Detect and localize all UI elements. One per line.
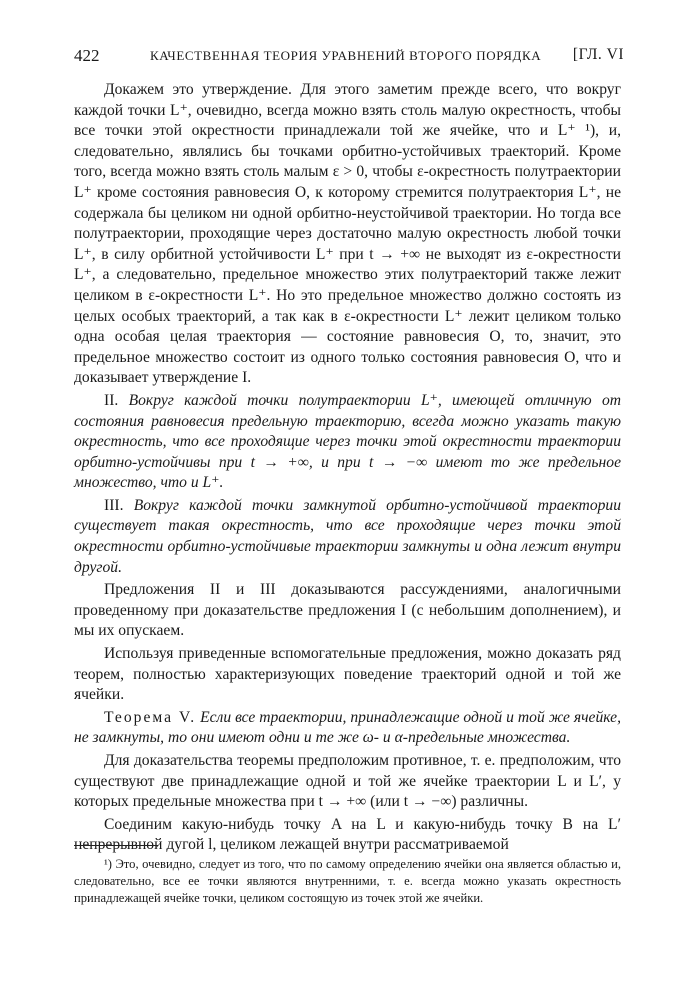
- paragraph-remark: Предложения II и III доказываются рассуждениями, аналогичными проведенному при доказательстве предложения I (с небольшим дополнением), и мы их опускаем.: [74, 581, 621, 640]
- footnote-rule: [74, 845, 158, 846]
- main-text: [74, 80, 621, 856]
- proposition-2-number: II.: [104, 391, 119, 409]
- paragraph-proof-theorem: Для доказательства теоремы предположим противное, т. е. предположим, что существуют две принадлежащие одной и той же ячейке траектории L и L′, у которых предельные множества при t → +∞ (или t → −∞) различны.: [74, 752, 621, 811]
- footnote: [74, 856, 621, 908]
- chapter-label: [ГЛ. VI: [572, 46, 624, 63]
- proposition-3-number: III.: [104, 496, 124, 514]
- paragraph-proof-1: Докажем это утверждение. Для этого заметим прежде всего, что вокруг каждой точки L⁺, очевидно, всегда можно взять столь малую окрестность, чтобы все точки этой окрестности принадлежали той же ячейке, что и L⁺ ¹), и, следовательно, являлись бы точками орбитно-устойчивых траекторий. Кроме того, всегда можно взять столь малым ε > 0, чтобы ε-окрестность полутраектории L⁺ кроме состояния равновесия O, к которому стремится полутраектория L⁺, не содержала бы целиком ни одной орбитно-неустойчивой траектории. Но тогда все полутраектории, проходящие через достаточно малую окрестность любой точки L⁺, в силу орбитной устойчивости L⁺ при t → +∞ не выходят из ε-окрестности L⁺, а следовательно, предельное множество этих полутраекторий также лежит целиком в ε-окрестности L⁺. Но это предельное множество должно состоять из целых особых траекторий, а так как в ε-окрестности L⁺ лежит целиком только одна особая целая траектория — состояние равновесия O, то, значит, это предельное множество состоит из одного только состояния равновесия O, что и доказывает утверждение I.: [74, 81, 621, 387]
- paragraph-proposition-3: [74, 496, 621, 578]
- theorem-5-text: Если все траектории, принадлежащие одной и той же ячейке, не замкнуты, то они имеют одни и те же ω- и α-предельные множества.: [74, 708, 621, 747]
- running-title: КАЧЕСТВЕННАЯ ТЕОРИЯ УРАВНЕНИЙ ВТОРОГО ПОРЯДКА: [150, 48, 542, 63]
- paragraph-construction: Соединим какую-нибудь точку A на L и какую-нибудь точку B на L′ непрерывной дугой l, целиком лежащей внутри рассматриваемой: [74, 815, 621, 854]
- paragraph-proposition-2: [74, 391, 621, 494]
- paragraph-intro-theorems: Используя приведенные вспомогательные предложения, можно доказать ряд теорем, полностью характеризующих поведение траекторий одной и той же ячейки.: [74, 645, 621, 704]
- footnote-text: ¹) Это, очевидно, следует из того, что по самому определению ячейки она является областью и, следовательно, все ее точки являются внутренними, т. е. всегда можно указать окрестность принадлежащей ячейке точки, целиком состоящую из точек этой же ячейки.: [74, 857, 621, 906]
- paragraph-theorem-5: [74, 708, 621, 749]
- proposition-3-text: Вокруг каждой точки замкнутой орбитно-устойчивой траектории существует такая окрестность, что все проходящие через точки этой окрестности орбитно-устойчивые траектории замкнуты и одна лежит внутри другой.: [74, 496, 622, 576]
- proposition-2-text: Вокруг каждой точки полутраектории L⁺, имеющей отличную от состояния равновесия предельную траекторию, всегда можно указать такую окрестность, что все проходящие через точки этой окрестности траектории орбитно-устойчивы при t → +∞, и при t → −∞ имеют то же предельное множество, что и L⁺.: [74, 391, 621, 492]
- page-number: 422: [74, 46, 100, 65]
- page-header: [74, 46, 624, 70]
- theorem-5-label: Теорема V.: [104, 708, 197, 726]
